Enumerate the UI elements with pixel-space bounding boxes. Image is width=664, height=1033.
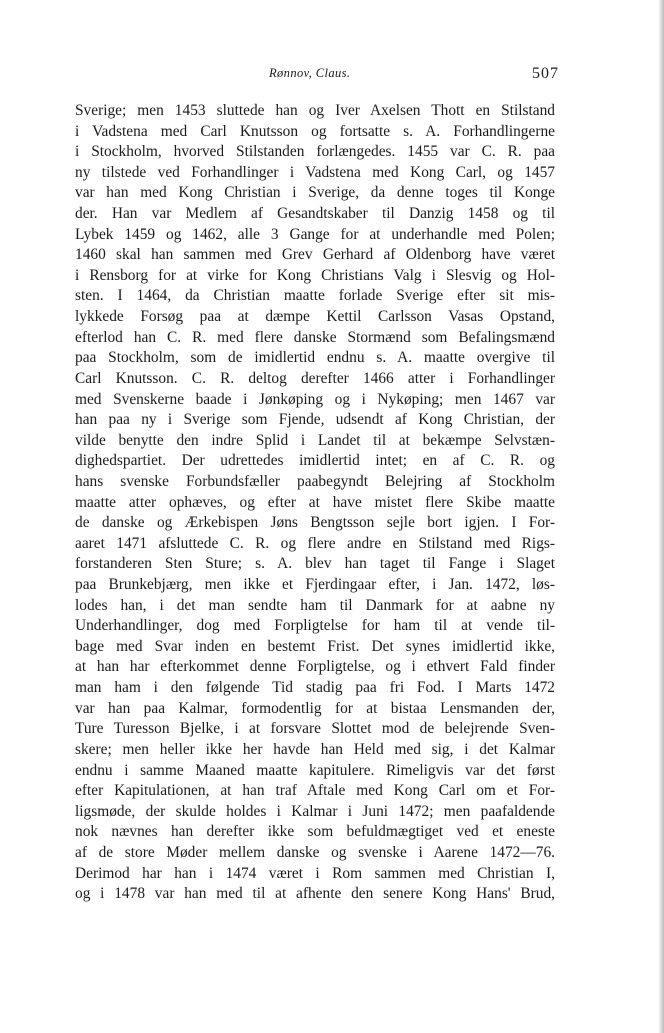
text-line: de danske og Ærkebispen Jøns Bengtsson sejle bort igjen. I For- <box>75 514 555 532</box>
text-line: Carl Knutsson. C. R. deltog derefter 1466 atter i Forhandlinger <box>75 369 555 387</box>
text-line: hans svenske Forbundsfæller paabegyndt Belejring af Stockholm <box>75 472 555 490</box>
text-line: sten. I 1464, da Christian maatte forlade Sverige efter sit mis- <box>75 287 555 305</box>
page-number: 507 <box>532 65 559 82</box>
text-line: man ham i den følgende Tid stadig paa fri Fod. I Marts 1472 <box>75 679 555 697</box>
text-line: han paa ny i Sverige som Fjende, udsendt af Kong Christian, der <box>75 411 555 429</box>
text-line: 1460 skal han sammen med Grev Gerhard af Oldenborg have været <box>75 246 555 264</box>
text-line: i Vadstena med Carl Knutsson og fortsatte s. A. Forhandlingerne <box>75 122 555 140</box>
text-line: dighedspartiet. Der udrettedes imidlertid intet; en af C. R. og <box>75 452 555 470</box>
text-line: nok nævnes han derefter ikke som befuldmægtiget ved et eneste <box>75 823 555 841</box>
text-line: var han paa Kalmar, formodentlig for at bistaa Lensmanden der, <box>75 699 555 717</box>
text-line: lykkede Forsøg paa at dæmpe Kettil Carlsson Vasas Opstand, <box>75 308 555 326</box>
text-line: Lybek 1459 og 1462, alle 3 Gange for at underhandle med Polen; <box>75 225 555 243</box>
text-line: maatte atter ophæves, og efter at have mistet flere Skibe maatte <box>75 493 555 511</box>
text-line: Ture Turesson Bjelke, i at forsvare Slottet mod de belejrende Sven- <box>75 720 555 738</box>
text-line: var han med Kong Christian i Sverige, da denne toges til Konge <box>75 184 555 202</box>
body-text <box>75 101 555 905</box>
running-head <box>0 66 664 86</box>
text-line: ny tilstede ved Forhandlinger i Vadstena med Kong Carl, og 1457 <box>75 163 555 181</box>
text-line: Derimod har han i 1474 været i Rom sammen med Christian I, <box>75 864 555 882</box>
text-line: aaret 1471 afsluttede C. R. og flere andre en Stilstand med Rigs- <box>75 534 555 552</box>
text-line: vilde benytte den indre Splid i Landet til at bekæmpe Selvstæn- <box>75 431 555 449</box>
text-line: bage med Svar inden en bestemt Frist. Det synes imidlertid ikke, <box>75 637 555 655</box>
text-line: forstanderen Sten Sture; s. A. blev han taget til Fange i Slaget <box>75 555 555 573</box>
text-line: paa Brunkebjærg, men ikke et Fjerdingaar efter, i Jan. 1472, løs- <box>75 576 555 594</box>
text-line: og i 1478 var han med til at afhente den senere Kong Hans' Brud, <box>75 885 555 903</box>
text-line: lodes han, i det man sendte ham til Danmark for at aabne ny <box>75 596 555 614</box>
text-line: med Svenskerne baade i Jønkøping og i Nykøping; men 1467 var <box>75 390 555 408</box>
text-line: paa Stockholm, som de imidlertid endnu s. A. maatte overgive til <box>75 349 555 367</box>
text-line: at han har efterkommet denne Forpligtelse, og i ethvert Fald finder <box>75 658 555 676</box>
page-edge-shadow <box>659 0 664 1033</box>
text-line: efter Kapitulationen, at han traf Aftale med Kong Carl om et For- <box>75 782 555 800</box>
text-line: i Stockholm, hvorved Stilstanden forlængedes. 1455 var C. R. paa <box>75 143 555 161</box>
text-line: endnu i samme Maaned maatte kapitulere. Rimeligvis var det først <box>75 761 555 779</box>
text-line: i Rensborg for at virke for Kong Christians Valg i Slesvig og Hol- <box>75 266 555 284</box>
text-line: der. Han var Medlem af Gesandtskaber til Danzig 1458 og til <box>75 205 555 223</box>
text-line: Sverige; men 1453 sluttede han og Iver Axelsen Thott en Stilstand <box>75 102 555 119</box>
running-title: Rønnov, Claus. <box>269 66 351 80</box>
text-line: af de store Møder mellem danske og svenske i Aarene 1472—76. <box>75 843 555 861</box>
text-line: Underhandlinger, dog med Forpligtelse for ham til at vende til- <box>75 617 555 635</box>
text-line: efterlod han C. R. med flere danske Stormænd som Befalingsmænd <box>75 328 555 346</box>
text-line: skere; men heller ikke her havde han Held med sig, i det Kalmar <box>75 740 555 758</box>
text-line: ligsmøde, der skulde holdes i Kalmar i Juni 1472; men paafaldende <box>75 802 555 820</box>
